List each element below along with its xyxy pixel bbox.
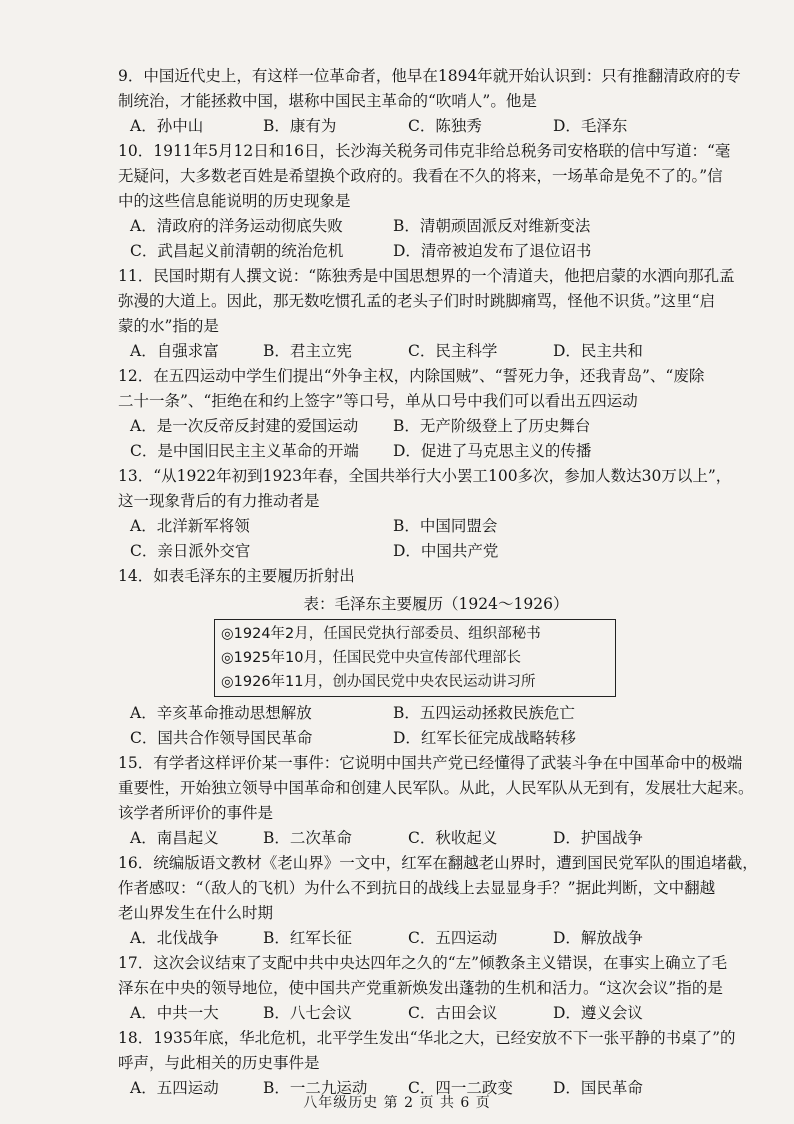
question-17-stem: 17．这次会议结束了支配中共中央达四年之久的“左”倾教条主义错误，在事实上确立了毛 (118, 954, 728, 972)
option-a: A．清政府的洋务运动彻底失败 (130, 217, 343, 235)
question-14-options (118, 726, 754, 751)
question-18-stem: 18．1935年底，华北危机，北平学生发出“华北之大，已经安放不下一张平静的书桌了”的 (118, 1029, 736, 1047)
option-c: C．四一二政变 (408, 1079, 513, 1097)
question-15-stem: 重要性，开始独立领导中国革命和创建人民军队。从此，人民军队从无到有，发展壮大起来。 (118, 779, 754, 797)
question-14 (118, 564, 754, 751)
option-d: D．中国共产党 (393, 542, 499, 560)
question-17 (118, 951, 754, 1026)
question-15-stem: 该学者所评价的事件是 (118, 804, 274, 822)
option-a: A．辛亥革命推动思想解放 (130, 704, 312, 722)
option-b: B．二次革命 (263, 829, 352, 847)
option-a: A．孙中山 (130, 117, 204, 135)
question-14-stem: 14．如表毛泽东的主要履历折射出 (118, 567, 355, 585)
question-18 (118, 1026, 754, 1101)
question-13-options (118, 539, 754, 564)
question-15-options (118, 826, 754, 851)
question-11-stem: 弥漫的大道上。因此，那无数吃惯孔孟的老头子们时时跳脚痛骂，怪他不识货。”这里“启 (118, 292, 716, 310)
question-13-stem: 13．“从1922年初到1923年春，全国共举行大小罢工100多次，参加人数达30万以上”， (118, 467, 732, 485)
question-17-options (118, 1001, 754, 1026)
question-12 (118, 364, 754, 464)
table-row: ◎1926年11月，创办国民党中央农民运动讲习所 (221, 674, 536, 690)
option-b: B．一二九运动 (263, 1079, 368, 1097)
option-c: C．亲日派外交官 (130, 542, 251, 560)
option-a: A．北伐战争 (130, 929, 219, 947)
question-10-options (118, 239, 754, 264)
option-d: D．解放战争 (553, 929, 643, 947)
option-c: C．武昌起义前清朝的统治危机 (130, 242, 344, 260)
question-16-stem: 16．统编版语文教材《老山界》一文中，红军在翻越老山界时，遭到国民党军队的围追堵截， (118, 854, 758, 872)
option-a: A．中共一大 (130, 1004, 219, 1022)
table-row: ◎1925年10月，任国民党中央宣传部代理部长 (221, 650, 522, 666)
option-a: A．是一次反帝反封建的爱国运动 (130, 417, 359, 435)
page-footer: 八年级历史 第 2 页 共 6 页 (303, 1095, 491, 1111)
question-18-stem: 呼声，与此相关的历史事件是 (118, 1054, 320, 1072)
option-c: C．民主科学 (408, 342, 498, 360)
option-c: C．陈独秀 (408, 117, 482, 135)
option-c: C．国共合作领导国民革命 (130, 729, 313, 747)
question-10-stem: 10．1911年5月12日和16日，长沙海关税务司伟克非给总税务司安格联的信中写道：“毫 (118, 142, 731, 160)
question-17-stem: 泽东在中央的领导地位，使中国共产党重新焕发出蓬勃的生机和活力。“这次会议”指的是 (118, 979, 723, 997)
option-b: B．清朝顽固派反对维新变法 (393, 217, 591, 235)
option-a: A．五四运动 (130, 1079, 219, 1097)
option-d: D．清帝被迫发布了退位诏书 (393, 242, 592, 260)
question-16-stem: 作者感叹：“（敌人的飞机）为什么不到抗日的战线上去显显身手？”据此判断，文中翻越 (118, 879, 716, 897)
option-d: D．促进了马克思主义的传播 (393, 442, 592, 460)
question-15 (118, 751, 754, 851)
option-b: B．红军长征 (263, 929, 352, 947)
option-b: B．中国同盟会 (393, 517, 498, 535)
question-9 (118, 64, 754, 139)
option-c: C．古田会议 (408, 1004, 498, 1022)
question-9-stem: 制统治，才能拯救中国，堪称中国民主革命的“吹哨人”。他是 (118, 92, 537, 110)
question-9-stem: 9．中国近代史上，有这样一位革命者，他早在1894年就开始认识到：只有推翻清政府的专 (118, 67, 741, 85)
option-b: B．五四运动拯救民族危亡 (393, 704, 575, 722)
resume-table (214, 619, 616, 697)
question-16 (118, 851, 758, 951)
option-d: D．遵义会议 (553, 1004, 643, 1022)
option-c: C．是中国旧民主主义革命的开端 (130, 442, 359, 460)
question-12-stem: 12．在五四运动中学生们提出“外争主权，内除国贼”、“誓死力争，还我青岛”、“废除 (118, 367, 705, 385)
table-caption: 表：毛泽东主要履历（1924～1926） (303, 595, 569, 613)
option-d: D．护国战争 (553, 829, 643, 847)
option-b: B．康有为 (263, 117, 337, 135)
question-13-stem: 这一现象背后的有力推动者是 (118, 492, 320, 510)
option-d: D．国民革命 (553, 1079, 643, 1097)
question-14-options (118, 701, 754, 726)
question-11-stem: 11．民国时期有人撰文说：“陈独秀是中国思想界的一个清道夫，他把启蒙的水洒向那孔孟 (118, 267, 735, 285)
question-11 (118, 264, 754, 364)
question-12-stem: 二十一条”、“拒绝在和约上签字”等口号，单从口号中我们可以看出五四运动 (118, 392, 638, 410)
question-13 (118, 464, 754, 564)
question-10 (118, 139, 754, 264)
option-c: C．五四运动 (408, 929, 498, 947)
option-a: A．南昌起义 (130, 829, 219, 847)
question-11-stem: 蒙的水”指的是 (118, 317, 219, 335)
question-10-stem: 无疑问，大多数老百姓是希望换个政府的。我看在不久的将来，一场革命是免不了的。”信 (118, 167, 723, 185)
question-16-stem: 老山界发生在什么时期 (118, 904, 274, 922)
question-13-options (118, 514, 754, 539)
question-11-options (118, 339, 754, 364)
option-b: B．无产阶级登上了历史舞台 (393, 417, 591, 435)
question-12-options (118, 439, 754, 464)
option-d: D．民主共和 (553, 342, 643, 360)
option-a: A．北洋新军将领 (130, 517, 250, 535)
question-12-options (118, 414, 754, 439)
question-10-options (118, 214, 754, 239)
option-a: A．自强求富 (130, 342, 219, 360)
option-d: D．毛泽东 (553, 117, 628, 135)
option-d: D．红军长征完成战略转移 (393, 729, 576, 747)
question-16-options (118, 926, 754, 951)
option-c: C．秋收起义 (408, 829, 498, 847)
question-9-options (118, 114, 754, 139)
table-row: ◎1924年2月，任国民党执行部委员、组织部秘书 (221, 626, 541, 642)
question-15-stem: 15．有学者这样评价某一事件：它说明中国共产党已经懂得了武装斗争在中国革命中的极端 (118, 754, 743, 772)
question-10-stem: 中的这些信息能说明的历史现象是 (118, 192, 351, 210)
option-b: B．君主立宪 (263, 342, 352, 360)
option-b: B．八七会议 (263, 1004, 352, 1022)
